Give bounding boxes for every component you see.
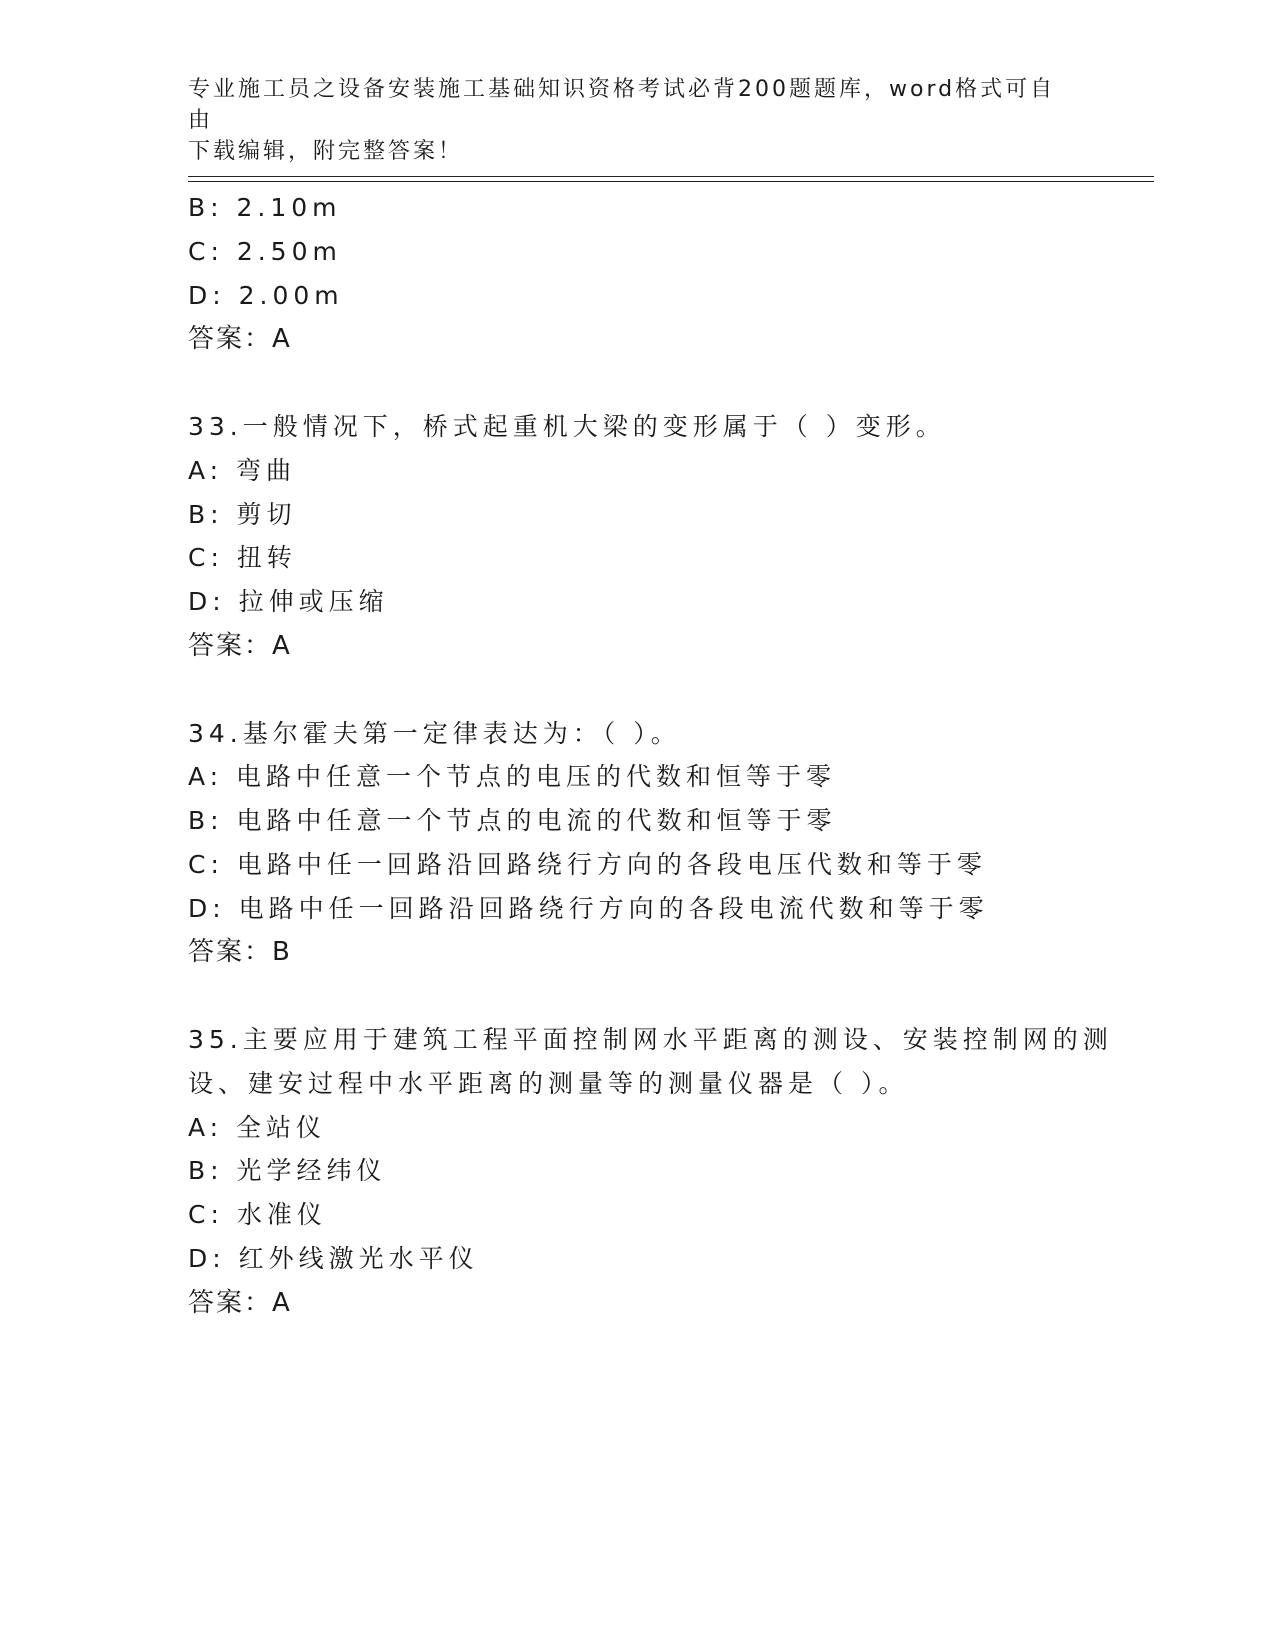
q32-option-b: B: 2.10m <box>188 193 342 222</box>
header-line-2: 下载编辑，附完整答案！ <box>188 139 464 164</box>
q34-question: 34.基尔霍夫第一定律表达为：（ ）。 <box>188 719 681 748</box>
q34-option-b: B: 电路中任意一个节点的电流的代数和恒等于零 <box>188 806 837 835</box>
q33-option-c: C: 扭转 <box>188 543 297 572</box>
header-line-1: 专业施工员之设备安装施工基础知识资格考试必背200题题库，word格式可自由 <box>188 77 1056 133</box>
q35-question-line-1: 35.主要应用于建筑工程平面控制网水平距离的测设、安装控制网的测 <box>188 1025 1113 1054</box>
q33-answer: 答案：A <box>188 631 292 661</box>
q33-option-d: D: 拉伸或压缩 <box>188 587 389 616</box>
q34-option-a: A: 电路中任意一个节点的电压的代数和恒等于零 <box>188 762 837 791</box>
q32-option-c: C: 2.50m <box>188 237 342 266</box>
q35-option-c: C: 水准仪 <box>188 1200 327 1229</box>
q33-option-b: B: 剪切 <box>188 500 297 529</box>
q35-option-a: A: 全站仪 <box>188 1113 327 1142</box>
q34-answer: 答案：B <box>188 937 292 967</box>
q35-question-line-2: 设、建安过程中水平距离的测量等的测量仪器是（ ）。 <box>188 1069 909 1098</box>
q35-option-d: D: 红外线激光水平仪 <box>188 1244 479 1273</box>
q33-question: 33.一般情况下，桥式起重机大梁的变形属于（ ）变形。 <box>188 412 946 441</box>
q32-answer: 答案：A <box>188 324 292 354</box>
q34-option-c: C: 电路中任一回路沿回路绕行方向的各段电压代数和等于零 <box>188 850 987 879</box>
q33-option-a: A: 弯曲 <box>188 456 297 485</box>
document-header <box>188 74 1068 167</box>
q34-option-d: D: 电路中任一回路沿回路绕行方向的各段电流代数和等于零 <box>188 894 989 923</box>
header-divider-top <box>188 176 1154 177</box>
q35-answer: 答案：A <box>188 1288 292 1318</box>
header-divider-bottom <box>188 181 1154 182</box>
q32-option-d: D: 2.00m <box>188 281 344 310</box>
q35-option-b: B: 光学经纬仪 <box>188 1156 387 1185</box>
